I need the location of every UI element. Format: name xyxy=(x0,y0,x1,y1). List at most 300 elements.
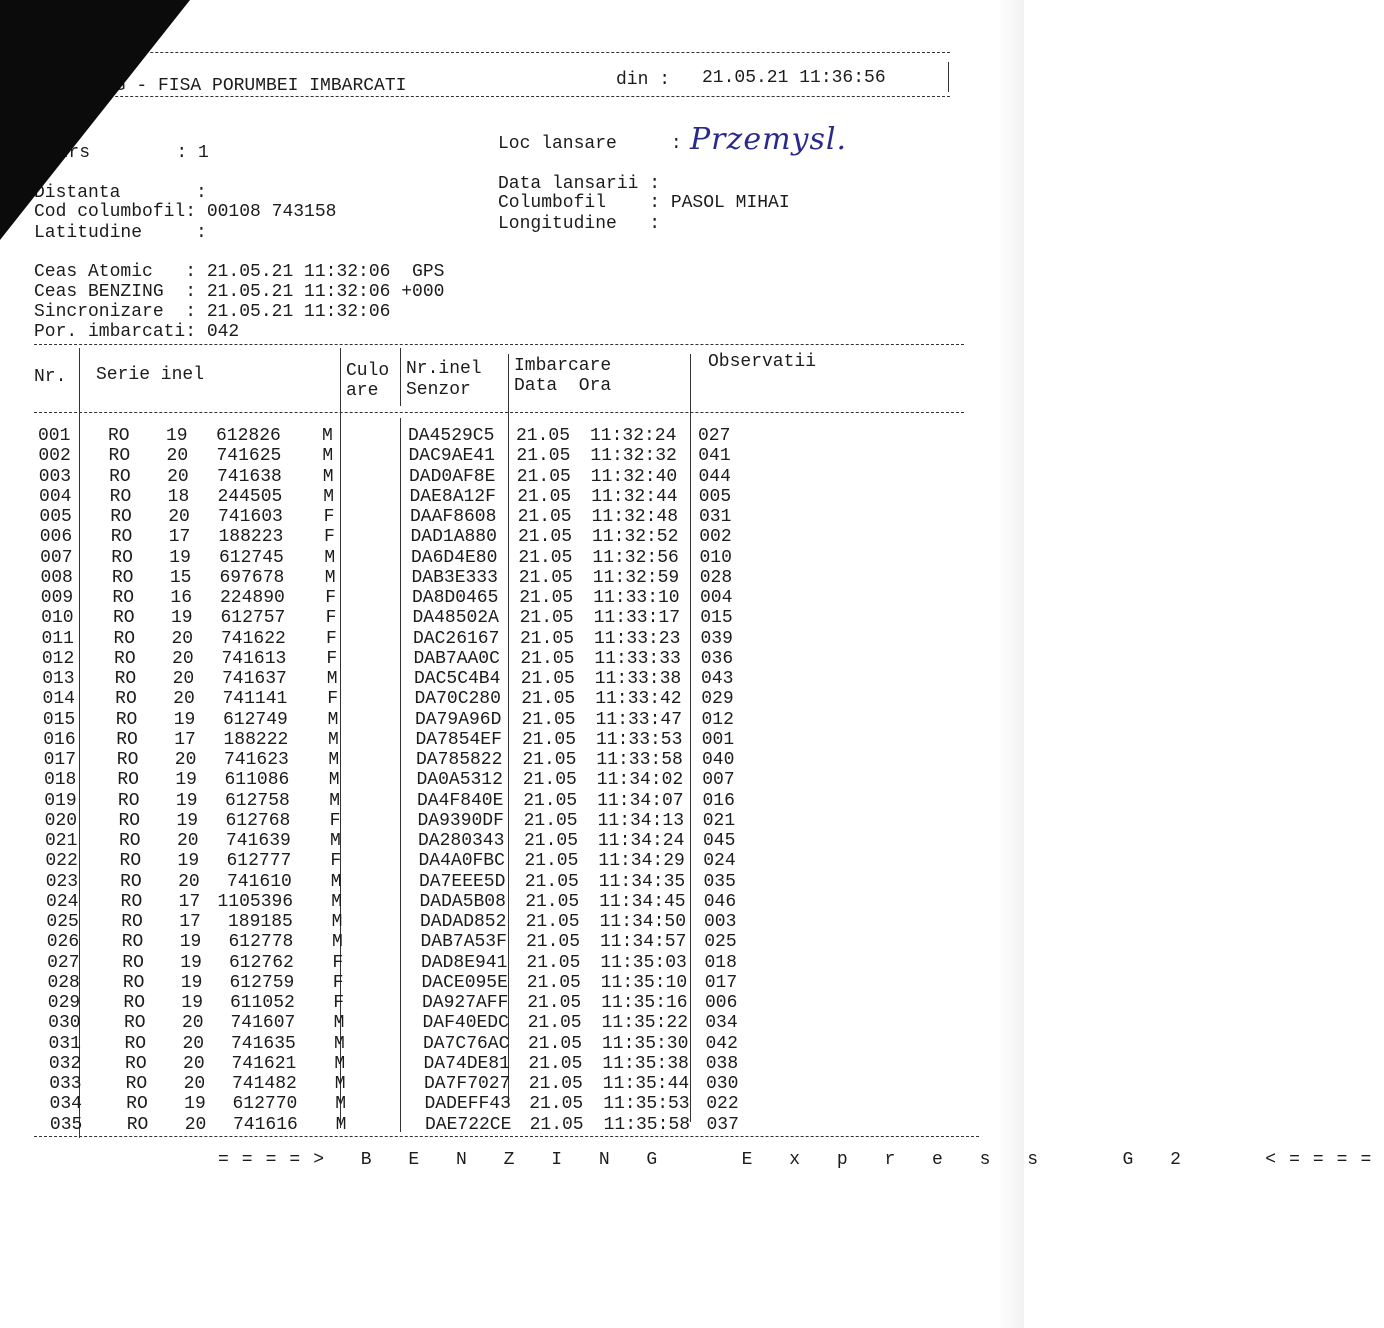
table-row xyxy=(0,932,1000,952)
table-row xyxy=(0,689,1000,709)
table-row xyxy=(0,1115,1000,1135)
cell-nr: 028 xyxy=(47,972,80,993)
cell-tara: RO xyxy=(113,628,136,649)
cell-obs: 004 xyxy=(700,588,733,608)
cell-ora: 11:35:30 xyxy=(602,1033,689,1054)
cell-ora: 11:35:22 xyxy=(601,1013,689,1034)
cell-tara: RO xyxy=(109,486,132,507)
cell-ora: 11:34:45 xyxy=(599,891,686,912)
cell-ora: 11:33:47 xyxy=(595,709,683,730)
cell-serie: 741616 xyxy=(233,1114,298,1135)
cell-obs: 043 xyxy=(701,669,734,689)
cell-an: 19 xyxy=(184,1094,206,1115)
cell-obs: 021 xyxy=(702,810,736,831)
cell-serie: 612770 xyxy=(232,1094,298,1115)
cell-an: 19 xyxy=(176,810,199,831)
cell-data: 21.05 xyxy=(524,831,579,851)
table-row xyxy=(0,851,1000,871)
cell-sex: M xyxy=(328,770,340,791)
cell-an: 17 xyxy=(168,527,191,548)
cell-nr: 005 xyxy=(39,507,72,527)
data-lansarii-line: Data lansarii : xyxy=(498,174,661,194)
cell-sex: M xyxy=(327,709,339,730)
din-value: 21.05.21 11:36:56 xyxy=(702,68,886,88)
cell-nr: 035 xyxy=(49,1114,83,1135)
cell-senzor: DA4529C5 xyxy=(408,426,495,446)
cell-tara: RO xyxy=(123,1013,146,1034)
cell-senzor: DA7854EF xyxy=(415,729,502,750)
cell-tara: RO xyxy=(114,669,137,689)
cell-data: 21.05 xyxy=(528,1074,583,1094)
cell-data: 21.05 xyxy=(524,871,579,892)
cell-obs: 036 xyxy=(700,648,734,669)
cell-an: 19 xyxy=(179,932,202,953)
cell-tara: RO xyxy=(121,912,143,932)
cell-data: 21.05 xyxy=(526,952,581,973)
cell-an: 20 xyxy=(178,871,200,892)
cell-obs: 038 xyxy=(705,1053,739,1074)
cell-obs: 025 xyxy=(704,932,737,953)
din-label: din : xyxy=(616,70,671,90)
table-row xyxy=(0,608,1000,628)
cell-sex: M xyxy=(331,912,343,932)
cell-nr: 020 xyxy=(44,810,78,831)
cell-data: 21.05 xyxy=(516,466,571,487)
table-row xyxy=(0,629,1000,649)
cell-serie: 244505 xyxy=(217,486,283,507)
cell-sex: F xyxy=(325,608,337,629)
cell-obs: 001 xyxy=(701,729,735,750)
cell-obs: 016 xyxy=(702,790,735,811)
cell-ora: 11:35:10 xyxy=(600,972,688,993)
cell-serie: 188223 xyxy=(218,527,284,548)
cell-sex: F xyxy=(326,648,338,669)
cell-ora: 11:33:53 xyxy=(596,729,683,750)
cell-sex: M xyxy=(330,871,342,892)
th-nr-inel: Nr.inel xyxy=(406,359,482,379)
cell-sex: M xyxy=(322,466,334,487)
cell-ora: 11:32:59 xyxy=(592,567,680,588)
cell-serie: 697678 xyxy=(219,567,285,588)
cell-serie: 1105396 xyxy=(217,891,294,912)
cell-ora: 11:32:40 xyxy=(590,466,678,487)
cell-an: 19 xyxy=(175,790,198,811)
cell-senzor: DA7EEE5D xyxy=(419,871,506,892)
longitudine-line: Longitudine : xyxy=(498,214,661,234)
cell-sex: M xyxy=(328,750,340,770)
cell-serie: 612749 xyxy=(223,709,288,730)
table-row xyxy=(0,811,1000,831)
cell-sex: M xyxy=(333,1013,345,1034)
cell-nr: 004 xyxy=(39,486,72,507)
cell-sex: M xyxy=(335,1114,347,1135)
cell-obs: 002 xyxy=(699,527,732,548)
cell-an: 20 xyxy=(172,669,195,689)
cell-tara: RO xyxy=(115,709,138,730)
cell-tara: RO xyxy=(122,952,144,973)
table-row xyxy=(0,1074,1000,1094)
cell-serie: 612758 xyxy=(225,790,290,811)
cell-nr: 031 xyxy=(48,1033,81,1054)
cell-serie: 741622 xyxy=(221,628,286,649)
cell-obs: 044 xyxy=(698,466,731,487)
cell-obs: 006 xyxy=(705,993,738,1013)
cell-senzor: DA8D0465 xyxy=(412,588,499,608)
cell-senzor: DAE722CE xyxy=(425,1114,512,1135)
cell-nr: 001 xyxy=(38,426,71,446)
table-header-rule xyxy=(34,412,964,413)
table-row xyxy=(0,446,1000,466)
cell-ora: 11:35:03 xyxy=(600,952,687,973)
table-row xyxy=(0,750,1000,770)
header-right-border xyxy=(948,62,949,92)
cell-senzor: DA79A96D xyxy=(415,709,502,730)
cell-data: 21.05 xyxy=(518,567,573,588)
cell-an: 19 xyxy=(180,972,203,993)
cell-obs: 010 xyxy=(699,547,732,568)
cell-an: 20 xyxy=(168,507,190,527)
cell-data: 21.05 xyxy=(528,1053,583,1074)
table-row xyxy=(0,426,1000,446)
cell-sex: M xyxy=(326,669,338,689)
cell-obs: 031 xyxy=(699,507,732,527)
cell-obs: 005 xyxy=(698,486,732,507)
cell-serie: 741638 xyxy=(217,466,282,487)
cell-ora: 11:33:42 xyxy=(595,689,682,710)
cell-senzor: DAC5C4B4 xyxy=(414,669,501,689)
loc-lansare-line: Loc lansare : xyxy=(498,134,682,154)
table-row xyxy=(0,973,1000,993)
table-row xyxy=(0,649,1000,669)
table-row xyxy=(0,1013,1000,1033)
cell-ora: 11:33:33 xyxy=(594,648,681,669)
cell-an: 19 xyxy=(181,993,203,1013)
footer-brand: ====> B E N Z I N G E x p r e s s G 2 <==== xyxy=(218,1150,1384,1170)
cell-senzor: DA9390DF xyxy=(417,810,504,831)
cell-sex: M xyxy=(322,446,334,467)
cell-tara: RO xyxy=(120,891,143,912)
cell-ora: 11:34:24 xyxy=(598,831,685,851)
cell-nr: 024 xyxy=(46,891,79,912)
cell-nr: 003 xyxy=(38,466,72,487)
cell-data: 21.05 xyxy=(526,932,581,953)
cell-tara: RO xyxy=(114,648,136,669)
th-data-ora: Data Ora xyxy=(514,376,612,396)
cell-obs: 045 xyxy=(703,831,736,851)
cell-senzor: DAE8A12F xyxy=(409,486,496,507)
table-row xyxy=(0,669,1000,689)
table-row xyxy=(0,710,1000,730)
table-row xyxy=(0,1094,1000,1114)
cell-nr: 017 xyxy=(43,750,76,770)
cell-senzor: DAB7A53F xyxy=(420,932,507,953)
cell-nr: 033 xyxy=(49,1074,82,1094)
cell-senzor: DA48502A xyxy=(412,608,499,629)
cell-serie: 612757 xyxy=(220,608,286,629)
cell-serie: 612778 xyxy=(228,932,294,953)
th-serie-inel: Serie inel xyxy=(96,365,205,385)
cell-an: 19 xyxy=(166,426,188,446)
cell-tara: RO xyxy=(123,993,145,1013)
ceas-benzing-line: Ceas BENZING : 21.05.21 11:32:06 +000 xyxy=(34,282,445,302)
cell-senzor: DA0A5312 xyxy=(416,770,503,791)
cell-ora: 11:33:58 xyxy=(596,750,683,770)
cell-sex: M xyxy=(330,831,341,851)
cell-an: 19 xyxy=(175,770,197,791)
cell-obs: 012 xyxy=(701,709,734,730)
cell-tara: RO xyxy=(111,547,133,568)
cell-serie: 224890 xyxy=(220,588,285,608)
cell-obs: 040 xyxy=(702,750,735,770)
cell-sex: M xyxy=(334,1033,345,1054)
cell-an: 19 xyxy=(170,608,193,629)
cell-obs: 022 xyxy=(706,1094,739,1115)
cell-ora: 11:32:24 xyxy=(590,426,677,446)
cell-nr: 029 xyxy=(47,993,81,1013)
cell-senzor: DADEFF43 xyxy=(424,1094,511,1115)
cell-tara: RO xyxy=(117,770,139,791)
cell-nr: 011 xyxy=(41,628,74,649)
cell-ora: 11:35:58 xyxy=(603,1114,691,1135)
concurs-line: ncurs : 1 xyxy=(36,143,209,163)
cell-senzor: DA74DE81 xyxy=(423,1053,510,1074)
cell-an: 17 xyxy=(178,891,201,912)
cell-data: 21.05 xyxy=(521,709,576,730)
cell-serie: 612826 xyxy=(216,426,281,446)
cell-senzor: DAAF8608 xyxy=(410,507,497,527)
col-divider-culo xyxy=(400,348,401,406)
cell-serie: 611052 xyxy=(230,993,295,1013)
cell-tara: RO xyxy=(125,1053,147,1074)
cell-sex: M xyxy=(334,1053,346,1074)
cell-senzor: DA785822 xyxy=(416,750,503,770)
cell-obs: 030 xyxy=(706,1074,739,1094)
columbofil-line: Columbofil : PASOL MIHAI xyxy=(498,193,790,213)
cell-an: 17 xyxy=(174,729,196,750)
latitudine-line: Latitudine : xyxy=(34,223,207,243)
cell-serie: 611086 xyxy=(224,770,290,791)
th-imbarcare: Imbarcare xyxy=(514,356,612,376)
cell-data: 21.05 xyxy=(524,851,579,872)
cell-ora: 11:33:38 xyxy=(594,669,682,689)
cell-an: 15 xyxy=(169,567,192,588)
cell-tara: RO xyxy=(118,810,141,831)
cell-data: 21.05 xyxy=(526,972,581,993)
cell-obs: 029 xyxy=(701,689,734,710)
cell-tara: RO xyxy=(124,1033,147,1054)
table-bottom-rule xyxy=(34,1136,979,1137)
cell-obs: 037 xyxy=(706,1114,739,1135)
cell-obs: 042 xyxy=(705,1033,738,1054)
cell-nr: 007 xyxy=(40,547,73,568)
cell-nr: 014 xyxy=(42,689,75,710)
cell-tara: RO xyxy=(120,871,142,892)
cell-obs: 046 xyxy=(703,891,737,912)
cell-sex: M xyxy=(329,790,340,811)
cell-nr: 015 xyxy=(42,709,76,730)
table-row xyxy=(0,730,1000,750)
cell-sex: F xyxy=(332,972,344,993)
cell-sex: M xyxy=(328,729,339,750)
cell-data: 21.05 xyxy=(518,527,573,548)
cell-an: 20 xyxy=(184,1114,207,1135)
cell-nr: 018 xyxy=(43,770,77,791)
cell-tara: RO xyxy=(112,608,135,629)
cell-nr: 019 xyxy=(44,790,77,811)
table-row xyxy=(0,892,1000,912)
cell-serie: 741607 xyxy=(230,1013,296,1034)
cell-serie: 612762 xyxy=(229,952,294,973)
cell-tara: RO xyxy=(116,729,138,750)
cell-sex: M xyxy=(331,891,342,912)
th-observatii: Observatii xyxy=(708,352,817,372)
cell-sex: F xyxy=(329,810,341,831)
cell-an: 18 xyxy=(167,486,190,507)
cell-obs: 034 xyxy=(705,1013,738,1034)
cell-data: 21.05 xyxy=(516,446,571,467)
table-row xyxy=(0,1034,1000,1054)
cell-data: 21.05 xyxy=(520,628,575,649)
porumbei-imbarcati-line: Por. imbarcati: 042 xyxy=(34,322,240,342)
th-culo: Culo xyxy=(346,361,390,381)
cell-tara: RO xyxy=(110,527,133,548)
table-row xyxy=(0,791,1000,811)
cell-senzor: DA927AFF xyxy=(422,993,509,1013)
cell-obs: 024 xyxy=(703,851,736,872)
sincronizare-line: Sincronizare : 21.05.21 11:32:06 xyxy=(34,302,391,322)
cell-nr: 002 xyxy=(38,446,71,467)
cell-ora: 11:34:13 xyxy=(597,810,685,831)
cell-obs: 003 xyxy=(704,912,737,932)
cell-senzor: DA4A0FBC xyxy=(418,851,505,872)
cell-tara: RO xyxy=(119,831,141,851)
cell-an: 20 xyxy=(182,1033,205,1054)
cell-ora: 11:34:02 xyxy=(596,770,684,791)
cell-an: 20 xyxy=(177,831,199,851)
th-senzor: Senzor xyxy=(406,380,471,400)
cell-senzor: DAB7AA0C xyxy=(413,648,500,669)
cell-nr: 012 xyxy=(41,648,75,669)
cell-senzor: DAD1A880 xyxy=(410,527,497,548)
cell-data: 21.05 xyxy=(529,1094,584,1115)
cell-senzor: DAC9AE41 xyxy=(408,446,495,467)
cell-ora: 11:33:23 xyxy=(594,628,681,649)
ceas-atomic-line: Ceas Atomic : 21.05.21 11:32:06 GPS xyxy=(34,262,445,282)
cell-senzor: DAB3E333 xyxy=(411,567,498,588)
table-row xyxy=(0,912,1000,932)
cell-an: 20 xyxy=(181,1013,204,1034)
distanta-line: Distanta : xyxy=(34,183,207,203)
cell-tara: RO xyxy=(108,446,131,467)
cod-columbofil-line: Cod columbofil: 00108 743158 xyxy=(34,202,337,222)
cell-nr: 023 xyxy=(45,871,79,892)
cell-sex: F xyxy=(332,952,344,973)
cell-senzor: DA7C76AC xyxy=(423,1033,510,1054)
cell-serie: 741637 xyxy=(222,669,287,689)
cell-nr: 021 xyxy=(45,831,78,851)
cell-data: 21.05 xyxy=(519,588,574,608)
cell-data: 21.05 xyxy=(521,689,576,710)
document-title: NG - FISA PORUMBEI IMBARCATI xyxy=(104,76,407,96)
cell-an: 17 xyxy=(179,912,201,932)
cell-tara: RO xyxy=(125,1074,148,1094)
cell-data: 21.05 xyxy=(529,1114,584,1135)
cell-an: 20 xyxy=(166,446,189,467)
cell-tara: RO xyxy=(122,972,145,993)
table-top-rule xyxy=(34,344,964,345)
cell-serie: 612777 xyxy=(226,851,292,872)
cell-sex: F xyxy=(327,689,338,710)
table-row xyxy=(0,588,1000,608)
cell-data: 21.05 xyxy=(518,547,573,568)
cell-an: 19 xyxy=(169,547,191,568)
cell-obs: 015 xyxy=(700,608,733,629)
cell-obs: 007 xyxy=(702,770,735,791)
table-row xyxy=(0,507,1000,527)
cell-nr: 027 xyxy=(47,952,80,973)
cell-serie: 741603 xyxy=(218,507,283,527)
cell-senzor: DA280343 xyxy=(418,831,505,851)
cell-tara: RO xyxy=(117,790,140,811)
cell-serie: 741610 xyxy=(227,871,292,892)
folded-corner xyxy=(0,0,190,240)
cell-sex: M xyxy=(332,932,343,953)
cell-an: 16 xyxy=(170,588,192,608)
cell-nr: 009 xyxy=(40,588,74,608)
table-row xyxy=(0,568,1000,588)
cell-sex: M xyxy=(335,1094,346,1115)
cell-data: 21.05 xyxy=(525,912,580,932)
table-row xyxy=(0,770,1000,790)
cell-nr: 032 xyxy=(48,1053,82,1074)
cell-serie: 741613 xyxy=(221,648,287,669)
cell-data: 21.05 xyxy=(528,1033,583,1054)
cell-tara: RO xyxy=(112,588,134,608)
cell-ora: 11:34:50 xyxy=(599,912,687,932)
cell-ora: 11:32:44 xyxy=(591,486,678,507)
cell-data: 21.05 xyxy=(516,426,571,446)
cell-an: 20 xyxy=(174,750,197,770)
cell-ora: 11:32:56 xyxy=(592,547,679,568)
cell-serie: 741141 xyxy=(222,689,288,710)
cell-data: 21.05 xyxy=(523,810,578,831)
cell-ora: 11:34:35 xyxy=(598,871,686,892)
table-row xyxy=(0,953,1000,973)
cell-ora: 11:35:53 xyxy=(603,1094,690,1115)
cell-sex: F xyxy=(326,628,337,649)
cell-obs: 028 xyxy=(699,567,733,588)
cell-tara: RO xyxy=(108,426,130,446)
cell-tara: RO xyxy=(126,1114,149,1135)
cell-senzor: DAF40EDC xyxy=(422,1013,509,1034)
cell-data: 21.05 xyxy=(527,1013,582,1034)
cell-data: 21.05 xyxy=(517,507,572,527)
cell-data: 21.05 xyxy=(520,648,575,669)
cell-tara: RO xyxy=(111,567,134,588)
th-are: are xyxy=(346,381,379,401)
cell-serie: 612768 xyxy=(225,810,291,831)
cell-obs: 041 xyxy=(698,446,731,467)
cell-sex: F xyxy=(323,507,335,527)
cell-data: 21.05 xyxy=(527,993,582,1013)
cell-tara: RO xyxy=(110,507,132,527)
cell-data: 21.05 xyxy=(523,790,578,811)
table-row xyxy=(0,527,1000,547)
cell-tara: RO xyxy=(119,851,142,872)
cell-an: 20 xyxy=(172,648,194,669)
cell-senzor: DA7F7027 xyxy=(424,1074,511,1094)
cell-sex: F xyxy=(333,993,344,1013)
